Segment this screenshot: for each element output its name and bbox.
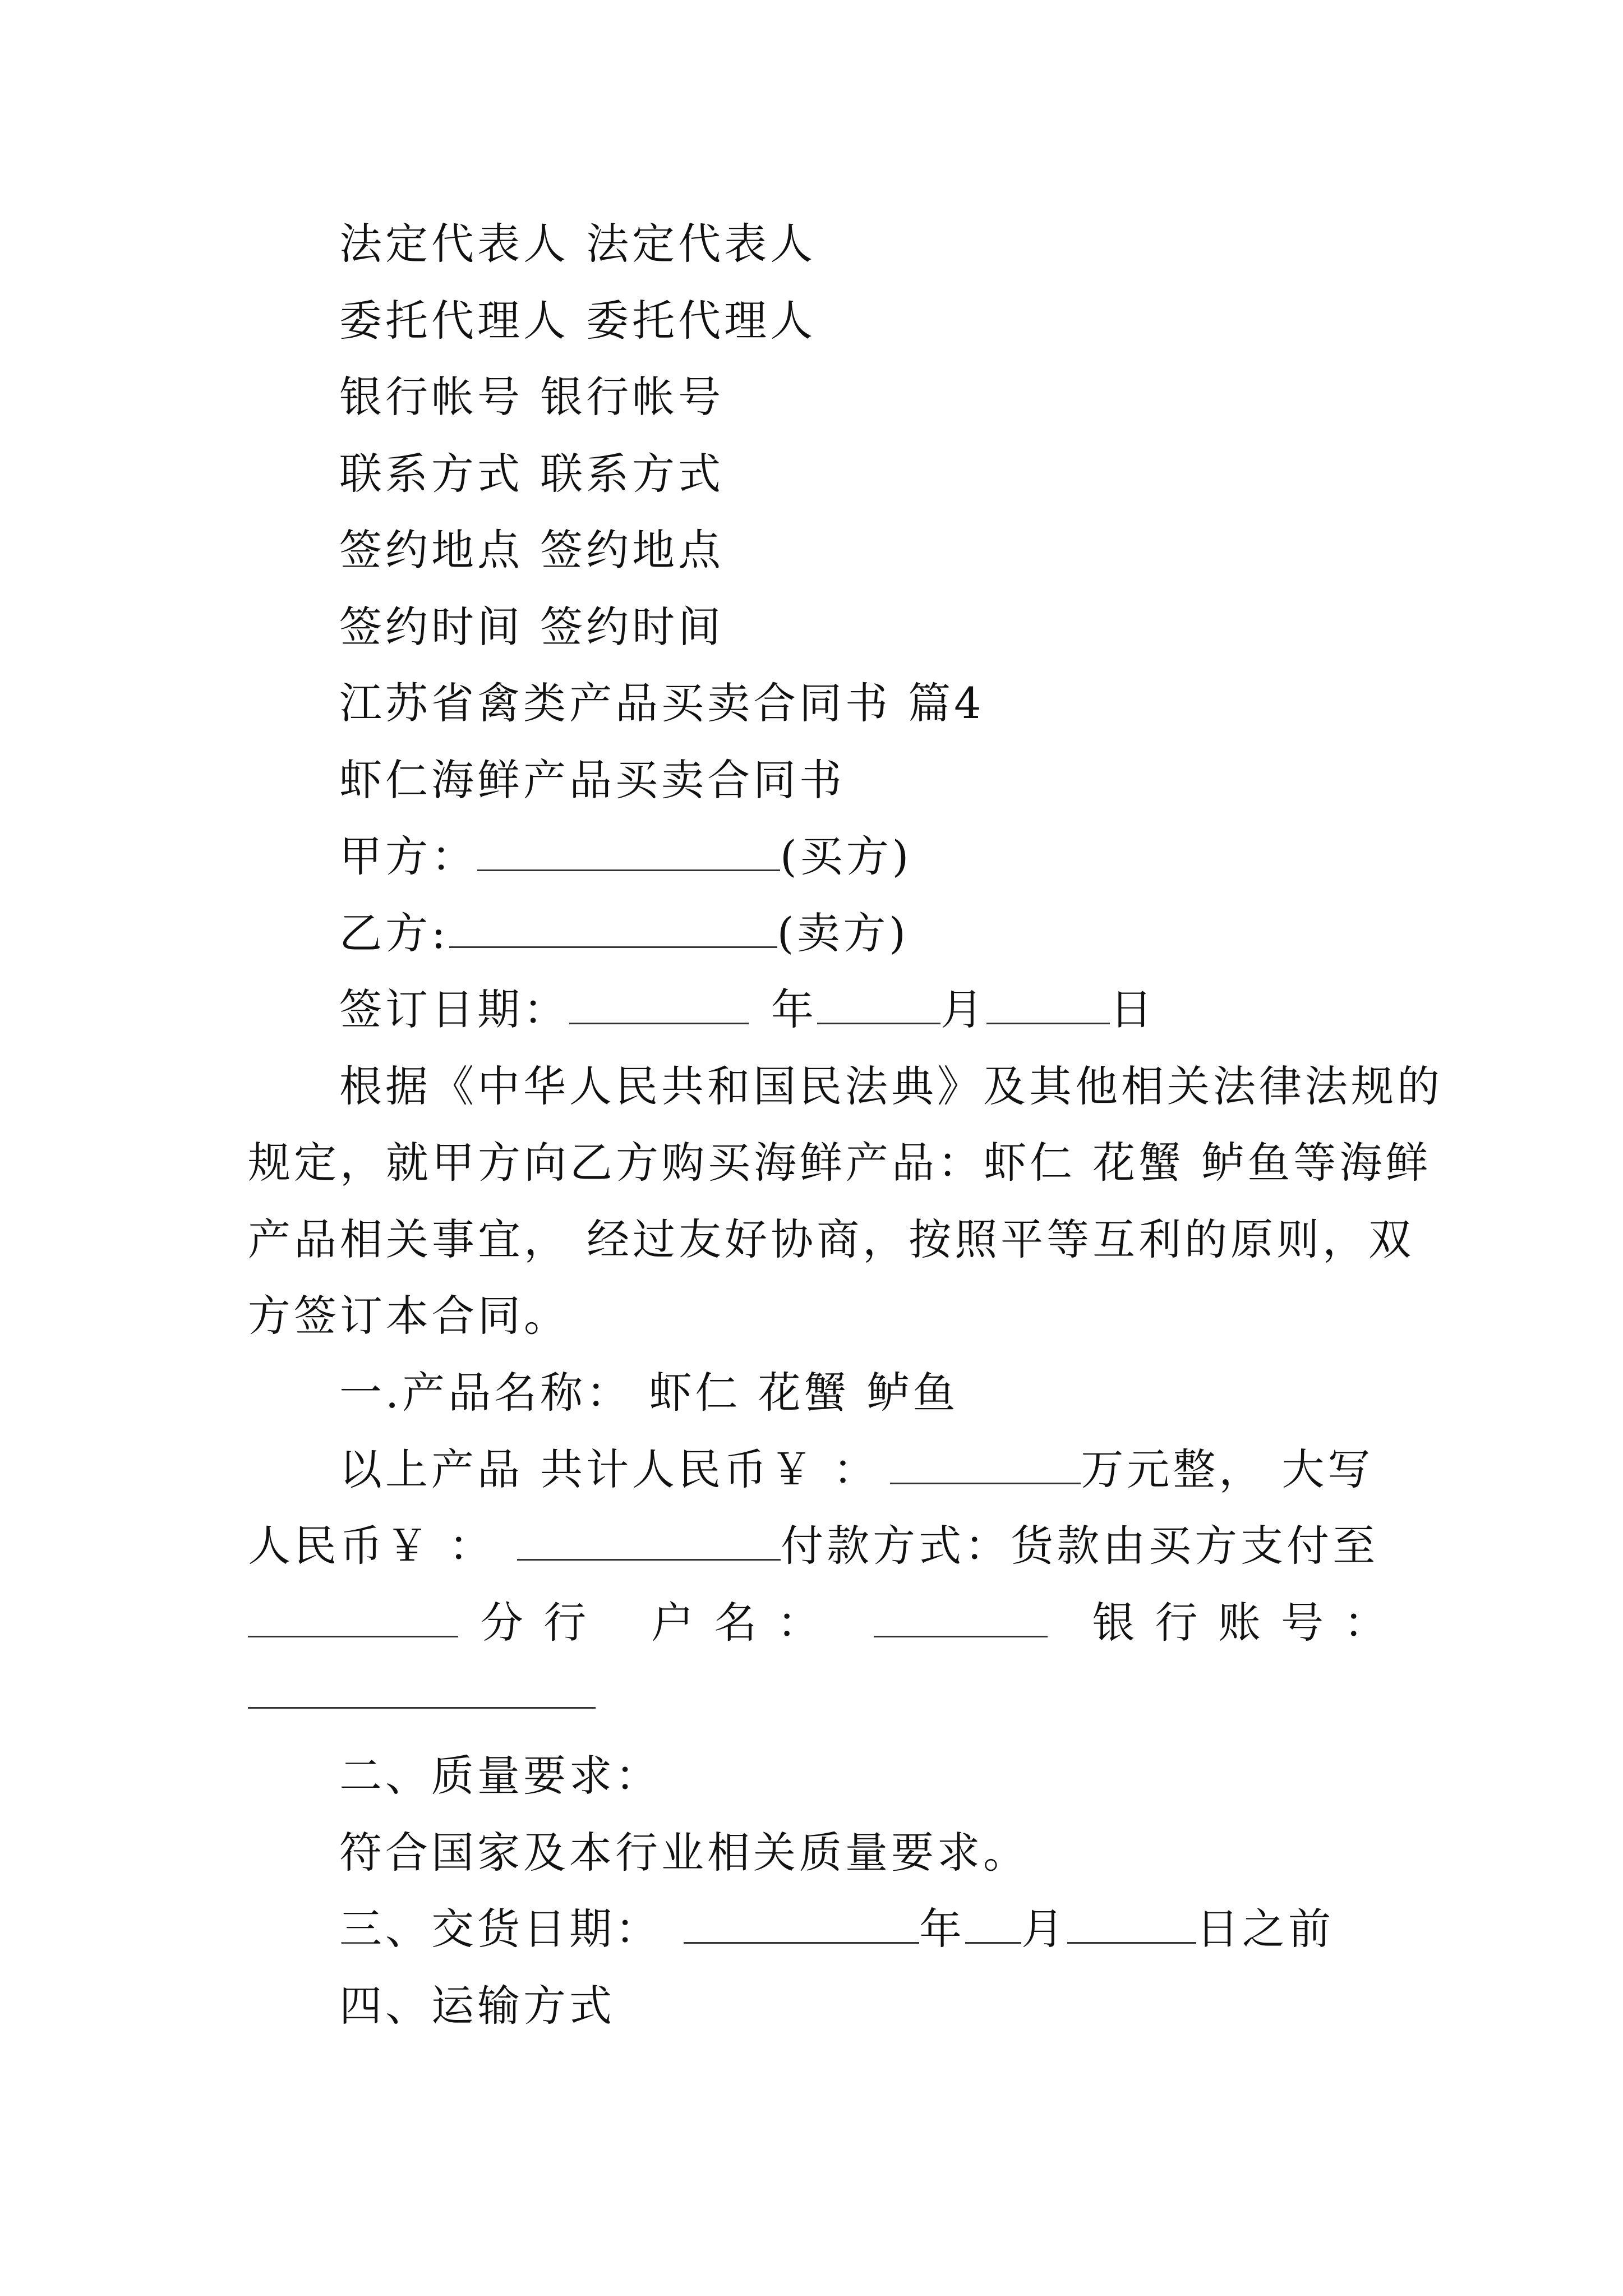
- party-b-role: (卖方): [777, 908, 909, 958]
- para1-line4: 方签订本合同。: [248, 1291, 570, 1341]
- day-blank[interactable]: [986, 983, 1110, 1024]
- bank-info-line: [248, 1595, 1390, 1651]
- delivery-day-label: 日之前: [1196, 1904, 1334, 1954]
- product-name-line: 一.产品名称： 虾仁 花蟹 鲈鱼: [339, 1368, 959, 1418]
- para1-line2-text: 规定，就甲方向乙方购买海鲜产品：虾仁 花蟹 鲈鱼等海鲜: [248, 1138, 1432, 1188]
- section-heading: 江苏省禽类产品买卖合同书 篇4: [339, 678, 985, 728]
- party-a-label: 甲方：: [339, 831, 477, 881]
- branch-blank[interactable]: [248, 1596, 458, 1637]
- amount-label: 以上产品 共计人民币￥ ：: [339, 1444, 879, 1494]
- amount-capital-label: 人民币￥ ：: [248, 1521, 495, 1571]
- bank-account-line: 银行帐号 银行帐号: [339, 372, 725, 422]
- account-number-blank[interactable]: [248, 1668, 596, 1709]
- year-blank[interactable]: [569, 983, 749, 1024]
- delivery-year-blank[interactable]: [684, 1903, 919, 1944]
- signing-time-line: 签约时间 签约时间: [339, 602, 725, 652]
- party-a-line: [339, 829, 912, 885]
- account-number-blank-line: [248, 1666, 596, 1722]
- account-name-label: 户 名 ：: [651, 1598, 823, 1648]
- contract-title: 虾仁海鲜产品买卖合同书: [339, 755, 845, 805]
- party-b-line: [339, 905, 909, 961]
- para1-line1-text: 根据《中华人民共和国民法典》及其他相关法律法规的: [339, 1061, 1443, 1111]
- delivery-month-label: 月: [1021, 1904, 1067, 1954]
- branch-label: 分 行: [481, 1598, 590, 1648]
- para1-line2: [248, 1135, 1432, 1191]
- delivery-date-line: [339, 1901, 1334, 1957]
- year-label: 年: [771, 984, 817, 1034]
- quality-text: 符合国家及本行业相关质量要求。: [339, 1828, 1029, 1878]
- amount-blank[interactable]: [890, 1443, 1081, 1484]
- party-a-blank[interactable]: [477, 830, 780, 871]
- amount-capital-blank[interactable]: [517, 1520, 781, 1561]
- contact-line: 联系方式 联系方式: [339, 449, 725, 499]
- legal-rep-line: 法定代表人 法定代表人: [339, 219, 817, 269]
- quality-heading: 二、质量要求：: [339, 1751, 661, 1801]
- para1-line1: [339, 1059, 1443, 1115]
- day-label: 日: [1110, 984, 1156, 1034]
- amount-capital-line: [248, 1518, 1378, 1574]
- delivery-date-label: 三、交货日期：: [339, 1904, 661, 1954]
- para1-line3: [248, 1212, 1415, 1268]
- amount-line: [339, 1442, 1386, 1498]
- delivery-year-label: 年: [919, 1904, 965, 1954]
- payment-method-text: 付款方式：货款由买方支付至: [781, 1521, 1379, 1571]
- agent-line: 委托代理人 委托代理人: [339, 296, 817, 346]
- signing-place-line: 签约地点 签约地点: [339, 525, 725, 575]
- transport-heading: 四、运输方式: [339, 1981, 615, 2031]
- delivery-day-blank[interactable]: [1067, 1903, 1196, 1944]
- account-name-blank[interactable]: [874, 1596, 1048, 1637]
- month-blank[interactable]: [817, 983, 940, 1024]
- amount-unit: 万元整， 大写: [1081, 1444, 1374, 1494]
- party-b-label: 乙方:: [339, 908, 449, 958]
- party-a-role: (买方): [780, 831, 912, 881]
- signing-date-line: [339, 982, 1156, 1038]
- account-number-label: 银 行 账 号 ：: [1092, 1598, 1390, 1648]
- month-label: 月: [940, 984, 986, 1034]
- delivery-month-blank[interactable]: [965, 1903, 1021, 1944]
- party-b-blank[interactable]: [449, 907, 777, 948]
- signing-date-label: 签订日期：: [339, 984, 569, 1034]
- para1-line3-text: 产品相关事宜， 经过友好协商，按照平等互利的原则，双: [248, 1214, 1415, 1264]
